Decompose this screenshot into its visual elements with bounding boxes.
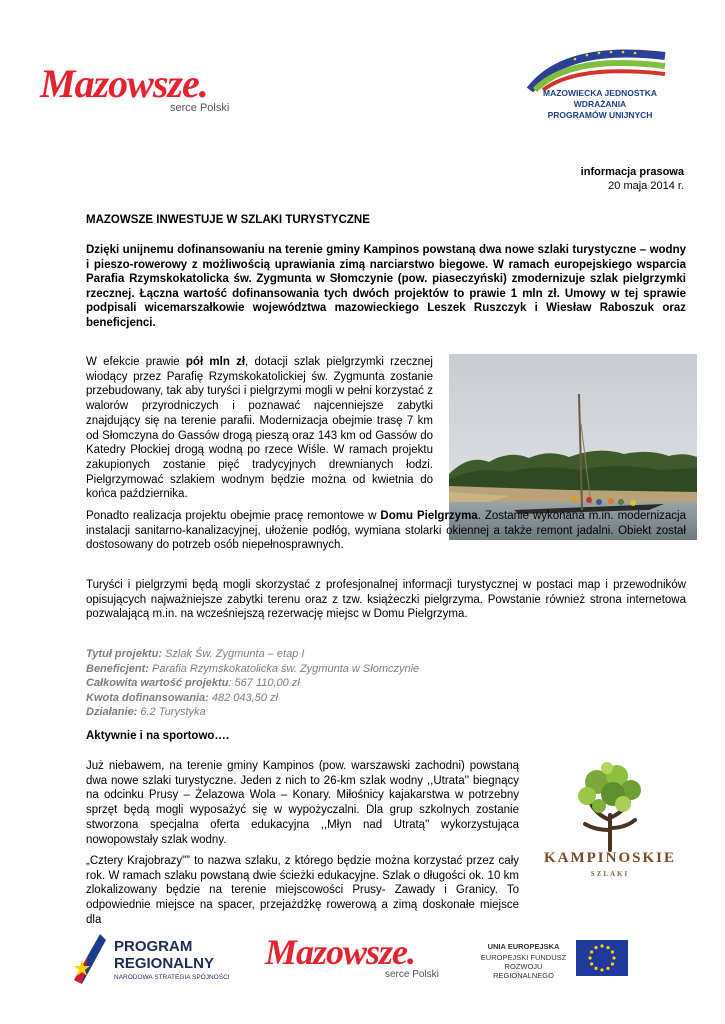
tree-frog-icon: [535, 760, 685, 852]
paragraph-2: [86, 509, 686, 553]
paragraph-5: „Cztery Krajobrazy"” to nazwa szlaku, z którego będzie można korzystać przez cały rok. W ramach szlaku powstaną dwie ścieżki edukacyjne. Szlak o długości ok. 10 km zlokalizowany będzie na terenie miejscowości Prusy- Zawady i Granicy. To odpowiednie miejsce na spacer, przejażdżkę rowerową a zimą doskonałe miejsce dla: [86, 855, 519, 926]
eu-line-1: UNIA EUROPEJSKA: [487, 942, 560, 951]
mazowsze-logo-footer: [265, 932, 455, 987]
info-value: Parafia Rzymskokatolicka św. Zygmunta w Słomczynie: [148, 662, 420, 675]
info-row-total-value: [86, 676, 686, 691]
mjwpu-line-1: MAZOWIECKA JEDNOSTKA: [543, 88, 657, 98]
info-row-title: [86, 647, 686, 662]
info-label: Tytuł projektu:: [86, 648, 162, 660]
info-label: Kwota dofinansowania:: [86, 691, 209, 704]
mazowsze-logo-subtitle-footer: serce Polski: [385, 969, 439, 980]
info-row-action: [86, 705, 686, 720]
mjwpu-line-3: PROGRAMÓW UNIJNYCH: [547, 110, 653, 120]
kampinoskie-title: KAMPINOSKIE: [543, 850, 676, 866]
eu-line-3: ROZWOJU REGIONALNEGO: [493, 962, 554, 980]
mjwpu-line-2: WDRAŻANIA: [573, 99, 627, 109]
paragraph-1: [86, 355, 433, 502]
info-row-beneficiary: [86, 662, 686, 677]
p2-before: Ponadto realizacja projektu obejmie pracę remontowe w: [86, 510, 381, 522]
info-value: Szlak Św. Zygmunta – etap I: [161, 648, 305, 660]
program-regionalny-logo: [70, 930, 260, 990]
p1-bold: pół mln zł: [185, 356, 246, 368]
press-date: 20 maja 2014 r.: [608, 180, 684, 192]
kampinoskie-logo: [535, 760, 685, 880]
info-value: : 567 110,00 zł: [228, 677, 300, 689]
info-value: 6.2 Turystyka: [137, 706, 206, 718]
program-line-3: NARODOWA STRATEGIA SPÓJNOŚCI: [114, 974, 230, 981]
program-line-1: PROGRAM: [114, 938, 193, 955]
paragraph-4: Już niebawem, na terenie gminy Kampinos (pow. warszawski zachodni) powstaną dwa nowe szlaki turystyczne. Jeden z nich to 26-km szlak wodny ,,Utrata'' biegnący na odcinku Prusy – Żelazowa Wola – Konary. Miłośnicy kajakarstwa w potrzebny sprzęt będą mogli wyposażyć się w wypożyczalni. Dla grup szkolnych zostanie stworzona specjalna oferta edukacyjna ,,Młyn nad Utratą'' wykorzystująca nowopowstały szlak wodny.: [86, 760, 519, 846]
mjwpu-logo: [505, 42, 675, 127]
mazowsze-logo-text: Mazowsze.: [40, 61, 208, 106]
p1-after: , dotacji szlak pielgrzymki rzecznej wiodący przez Parafię Rzymskokatolickiej św. Zygmunta zostanie przebudowany, tak aby turyści i pielgrzymi mogli w pełni korzystać z walorów przyrodniczych i poznawać najcenniejsze zabytki znajdujący się na terenie parafii. Modernizacja obejmie trasę 7 km od Słomczyna do Gassów drogą pieszą oraz 143 km od Gassów do Katedry Płockiej drogą wodną po rzece Wiśle. W ramach projektu zakupionych zostanie pięć tradycyjnych drewnianych łodzi. Pielgrzymować szlakiem wodnym będzie można od kwietnia do końca października.: [86, 356, 433, 501]
press-label: informacja prasowa: [580, 166, 684, 178]
mazowsze-logo-text-footer: Mazowsze.: [265, 932, 416, 972]
star-flag-icon: [70, 930, 110, 986]
info-label: Beneficjent:: [86, 662, 149, 675]
info-label: Całkowita wartość projektu: [86, 677, 229, 689]
program-line-2: REGIONALNY: [114, 955, 215, 972]
info-value: 482 043,50 zł: [208, 691, 278, 704]
p1-before: W efekcie prawie: [86, 356, 186, 368]
p2-after: . Zostanie wykonana m.in. modernizacja instalacji sanitarno-kanalizacyjnej, ułożenie podłóg, wymiana stolarki okiennej a także remont jadalni. Obiekt został dostosowany do potrzeb osób niepełnosprawnych.: [86, 510, 686, 552]
mazowsze-logo-header: [40, 62, 250, 122]
info-label: Działanie:: [86, 706, 138, 718]
paragraph-3: Turyści i pielgrzymi będą mogli skorzystać z profesjonalnej informacji turystycznej w postaci map i przewodników opisujących najważniejsze zabytki terenu oraz z tzw. książeczki pielgrzyma. Powstanie również strona internetowa pozwalającą m.in. na wcześniejszą rezerwację miejsc w Domu Pielgrzyma.: [86, 579, 686, 621]
p2-bold: Domu Pielgrzyma: [380, 510, 478, 522]
eu-logo: [476, 940, 636, 980]
info-row-funding: [86, 691, 686, 706]
page-title: MAZOWSZE INWESTUJE W SZLAKI TURYSTYCZNE: [86, 214, 370, 226]
kampinoskie-subtitle: SZLAKI: [590, 870, 630, 878]
section-2-title: Aktywnie i na sportowo….: [86, 730, 230, 742]
eu-flag-icon: [576, 940, 628, 976]
press-info: [480, 165, 684, 193]
project-info: [86, 647, 686, 720]
eu-line-2: EUROPEJSKI FUNDUSZ: [480, 953, 567, 962]
lead-paragraph: Dzięki unijnemu dofinansowaniu na terenie gminy Kampinos powstaną dwa nowe szlaki turystyczne – wodny i pieszo-rowerowy z możliwością uprawiania zimą narciarstwo biegowe. W ramach europejskiego wsparcia Parafia Rzymskokatolicka św. Zygmunta w Słomczynie (pow. piaseczyński) zmodernizuje szlak pielgrzymki rzecznej. Łączna wartość dofinansowania tych dwóch projektów to prawie 1 mln zł. Umowy w tej sprawie podpisali wicemarszałkowie województwa mazowieckiego Leszek Ruszczyk i Wiesław Raboszuk oraz beneficjenci.: [86, 244, 686, 329]
mjwpu-arc-icon: [505, 42, 675, 92]
mazowsze-logo-subtitle: serce Polski: [170, 102, 230, 114]
